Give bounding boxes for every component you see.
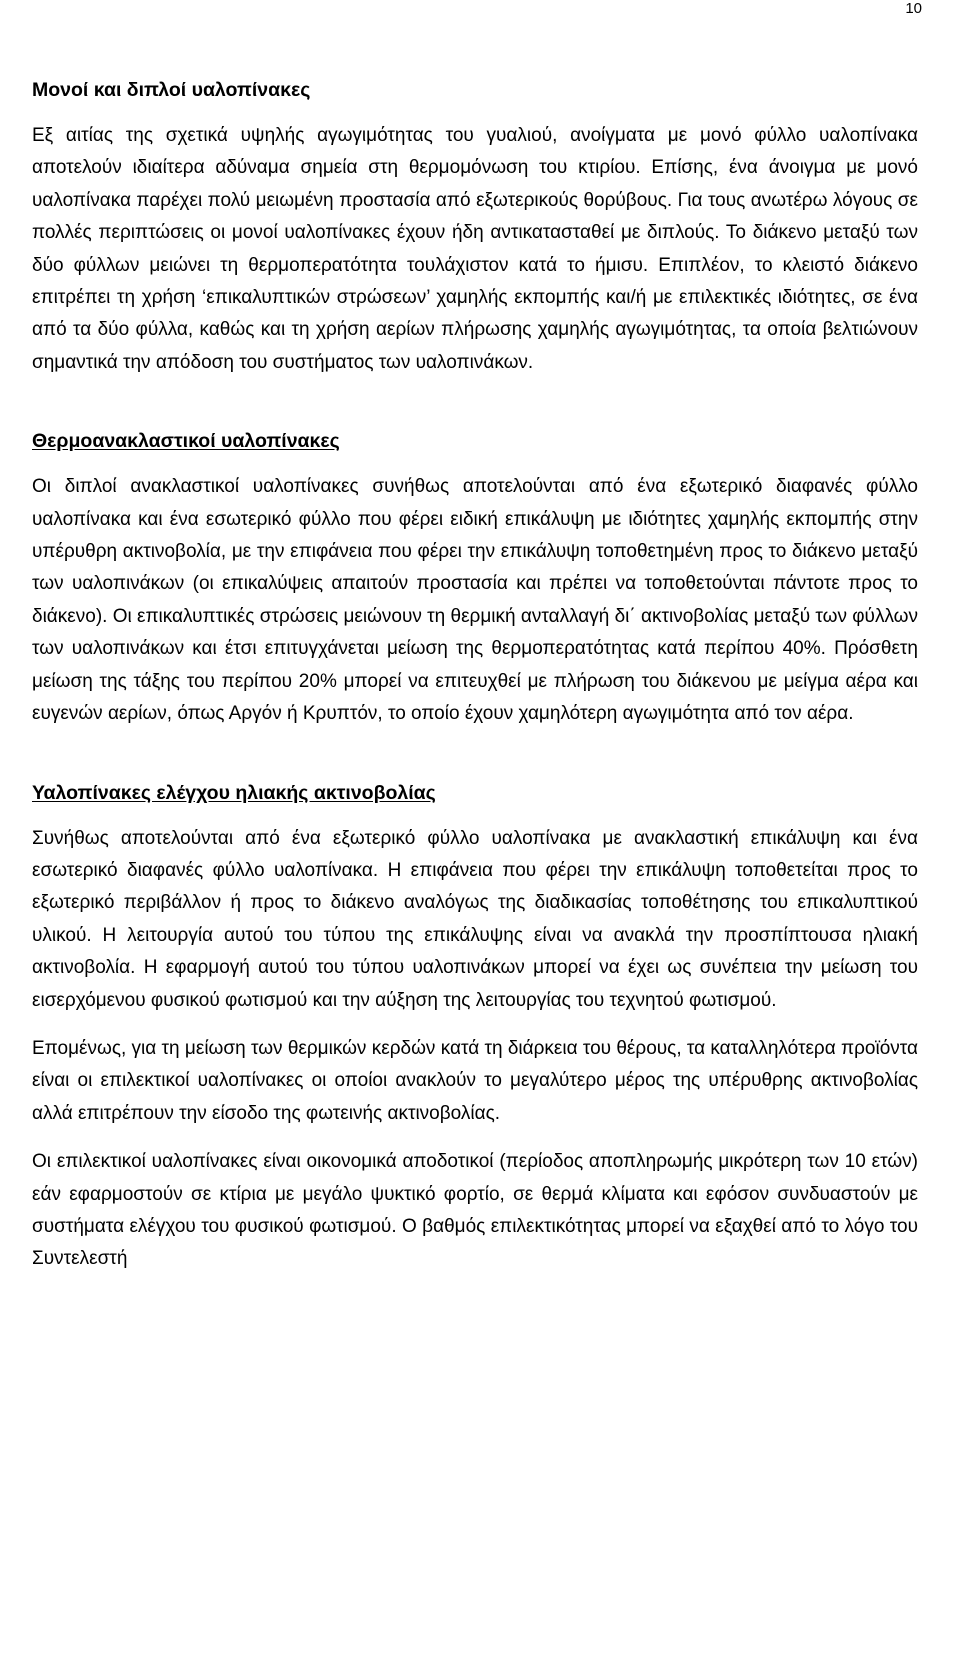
paragraph: Εξ αιτίας της σχετικά υψηλής αγωγιμότητας του γυαλιού, ανοίγματα με μονό φύλλο υαλοπίνακα αποτελούν ιδιαίτερα αδύναμα σημεία στη θερμομόνωση του κτιρίου. Επίσης, ένα άνοιγμα με μονό υαλοπίνακα παρέχει πολύ μειωμένη προστασία από εξωτερικούς θορύβους. Για τους ανωτέρω λόγους σε πολλές περιπτώσεις οι μονοί υαλοπίνακες έχουν ήδη αντικατασταθεί με διπλούς. Το διάκενο μεταξύ των δύο φύλλων μειώνει τη θερμοπερατότητα τουλάχιστον κατά το ήμισυ. Επιπλέον, το κλειστό διάκενο επιτρέπει τη χρήση ‘επικαλυπτικών στρώσεων’ χαμηλής εκπομπής και/ή με επιλεκτικές ιδιότητες, σε ένα από τα δύο φύλλα, καθώς και τη χρήση αερίων πλήρωσης χαμηλής αγωγιμότητας, τα οποία βελτιώνουν σημαντικά την απόδοση του συστήματος των υαλοπινάκων. (32, 125, 918, 373)
paragraph: Οι επιλεκτικοί υαλοπίνακες είναι οικονομικά αποδοτικοί (περίοδος αποπληρωμής μικρότερη των 10 ετών) εάν εφαρμοστούν σε κτίρια με μεγάλο ψυκτικό φορτίο, σε θερμά κλίματα και εφόσον συνδυαστούν με συστήματα ελέγχου του φυσικού φωτισμού. Ο βαθμός επιλεκτικότητας μπορεί να εξαχθεί από το λόγο του Συντελεστή (32, 1151, 918, 1270)
page-number: 10 (905, 0, 922, 17)
paragraph: Συνήθως αποτελούνται από ένα εξωτερικό φύλλο υαλοπίνακα με ανακλαστική επικάλυψη και ένα εσωτερικό διαφανές φύλλο υαλοπίνακα. Η επιφάνεια που φέρει την επικάλυψη τοποθετείται προς το εξωτερικό περιβάλλον ή προς το διάκενο αναλόγως της διαδικασίας τοποθέτησης του επικαλυπτικού υλικού. Η λειτουργία αυτού του τύπου της επικάλυψης είναι να ανακλά την προσπίπτουσα ηλιακή ακτινοβολία. Η εφαρμογή αυτού του τύπου υαλοπινάκων μπορεί να έχει ως συνέπεια την μείωση του εισερχόμενου φυσικού φωτισμού και την αύξηση της λειτουργίας του τεχνητού φωτισμού. (32, 827, 918, 1011)
section-heading: Υαλοπίνακες ελέγχου ηλιακής ακτινοβολίας (32, 781, 436, 804)
section-single-double-glazing (32, 76, 918, 379)
document-body (32, 76, 918, 1276)
section-heading: Μονοί και διπλοί υαλοπίνακες (32, 79, 311, 101)
section-heading: Θερμοανακλαστικοί υαλοπίνακες (32, 430, 340, 453)
section-solar-control-glazing (32, 779, 918, 1276)
paragraph: Οι διπλοί ανακλαστικοί υαλοπίνακες συνήθως αποτελούνται από ένα εξωτερικό διαφανές φύλλο υαλοπίνακα και ένα εσωτερικό φύλλο που φέρει ειδική επικάλυψη με ιδιότητες χαμηλής εκπομπής στην υπέρυθρη ακτινοβολία, με την επιφάνεια που φέρει την επικάλυψη τοποθετημένη προς το διάκενο μεταξύ των υαλοπινάκων (οι επικαλύψεις απαιτούν προστασία και πρέπει να τοποθετούνται πάντοτε προς το διάκενο). Οι επικαλυπτικές στρώσεις μειώνουν τη θερμική ανταλλαγή δι΄ ακτινοβολίας μεταξύ των φύλλων των υαλοπινάκων και έτσι επιτυγχάνεται μείωση της θερμοπερατότητας κατά περίπου 40%. Πρόσθετη μείωση της τάξης του περίπου 20% μπορεί να επιτευχθεί με πλήρωση του διάκενου με μείγμα αέρα και ευγενών αερίων, όπως Αργόν ή Κρυπτόν, το οποίο έχουν χαμηλότερη αγωγιμότητα από τον αέρα. (32, 476, 918, 725)
section-low-e-glazing (32, 427, 918, 730)
paragraph: Επομένως, για τη μείωση των θερμικών κερδών κατά τη διάρκεια του θέρους, τα καταλληλότερα προϊόντα είναι οι επιλεκτικοί υαλοπίνακες οι οποίοι ανακλούν το μεγαλύτερο μέρος της υπέρυθρης ακτινοβολίας αλλά επιτρέπουν την είσοδο της φωτεινής ακτινοβολίας. (32, 1037, 918, 1124)
